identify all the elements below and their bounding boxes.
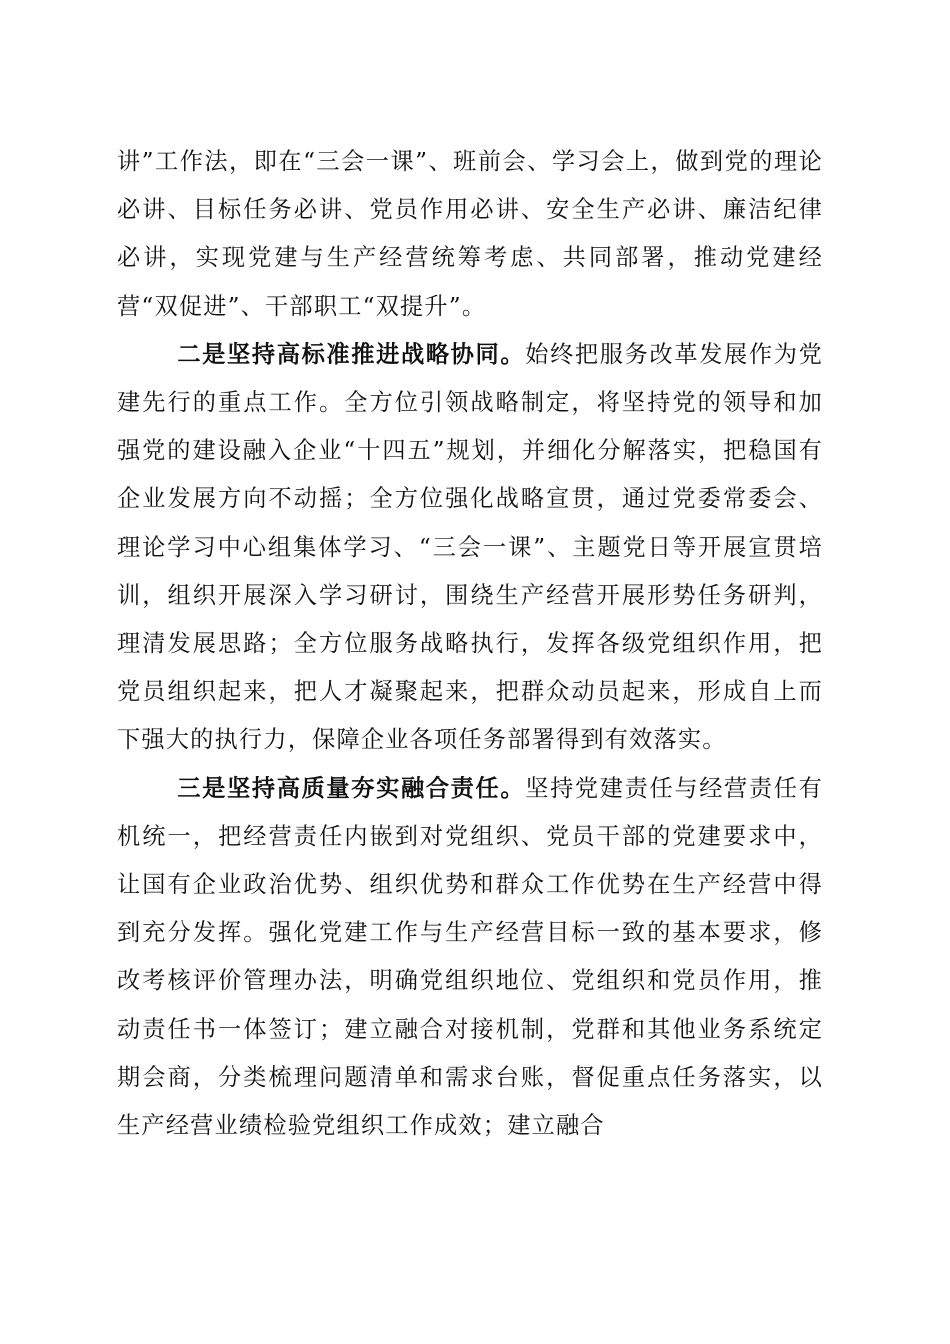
document-page	[117, 138, 823, 1150]
paragraph-integration-responsibility	[117, 765, 823, 1151]
paragraph-heading: 三是坚持高质量夯实融合责任。	[177, 774, 526, 802]
paragraph-continuation	[117, 138, 823, 331]
paragraph-text: 讲”工作法，即在“三会一课”、班前会、学习会上，做到党的理论必讲、目标任务必讲、党员作用必讲、安全生产必讲、廉洁纪律必讲，实现党建与生产经营统筹考虑、共同部署，推动党建经营“双促进”、干部职工“双提升”。	[117, 148, 823, 320]
paragraph-strategy-synergy	[117, 331, 823, 765]
paragraph-text: 坚持党建责任与经营责任有机统一，把经营责任内嵌到对党组织、党员干部的党建要求中，让国有企业政治优势、组织优势和群众工作优势在生产经营中得到充分发挥。强化党建工作与生产经营目标一致的基本要求，修改考核评价管理办法，明确党组织地位、党组织和党员作用，推动责任书一体签订；建立融合对接机制，党群和其他业务系统定期会商，分类梳理问题清单和需求台账，督促重点任务落实，以生产经营业绩检验党组织工作成效；建立融合	[117, 774, 823, 1140]
paragraph-text: 始终把服务改革发展作为党建先行的重点工作。全方位引领战略制定，将坚持党的领导和加强党的建设融入企业“十四五”规划，并细化分解落实，把稳国有企业发展方向不动摇；全方位强化战略宣贯，通过党委常委会、理论学习中心组集体学习、“三会一课”、主题党日等开展宣贯培训，组织开展深入学习研讨，围绕生产经营开展形势任务研判，理清发展思路；全方位服务战略执行，发挥各级党组织作用，把党员组织起来，把人才凝聚起来，把群众动员起来，形成自上而下强大的执行力，保障企业各项任务部署得到有效落实。	[117, 340, 823, 754]
paragraph-heading: 二是坚持高标准推进战略协同。	[177, 340, 526, 368]
